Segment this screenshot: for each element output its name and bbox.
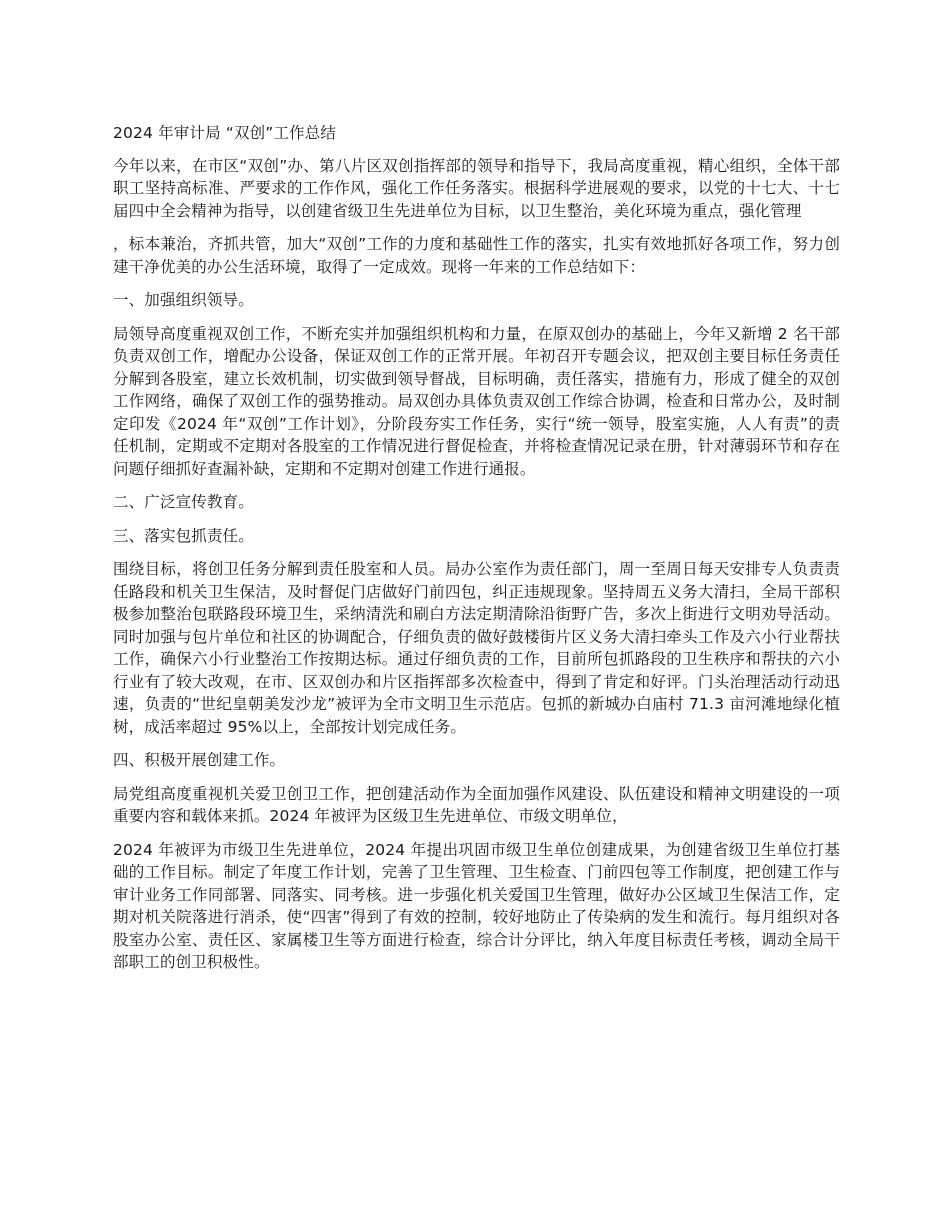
- paragraph-section-4-continued: 2024 年被评为市级卫生先进单位，2024 年提出巩固市级卫生单位创建成果，为创建省级卫生单位打基础的工作目标。制定了年度工作计划，完善了卫生管理、卫生检查、门前四包等工作制度，把创建工作与审计业务工作同部署、同落实、同考核。进一步强化机关爱国卫生管理，做好办公区域卫生保洁工作，定期对机关院落进行消杀，使“四害”得到了有效的控制，较好地防止了传染病的发生和流行。每月组织对各股室办公室、责任区、家属楼卫生等方面进行检查，综合计分评比，纳入年度目标责任考核，调动全局干部职工的创卫积极性。: [113, 840, 840, 971]
- paragraph-section-4: 局党组高度重视机关爱卫创卫工作，把创建活动作为全面加强作风建设、队伍建设和精神文明建设的一项重要内容和载体来抓。2024 年被评为区级卫生先进单位、市级文明单位，: [113, 784, 840, 825]
- document-title: 2024 年审计局 “双创”工作总结: [113, 124, 337, 142]
- section-heading-4: 四、积极开展创建工作。: [113, 751, 286, 769]
- section-heading-3: 三、落实包抓责任。: [113, 526, 254, 545]
- paragraph-intro: 今年以来，在市区“双创”办、第八片区双创指挥部的领导和指导下，我局高度重视，精心组织，全体干部职工坚持高标准、严要求的工作作风，强化工作任务落实。根据科学进展观的要求，以党的十七大、十七届四中全会精神为指导，以创建省级卫生先进单位为目标，以卫生整治，美化环境为重点，强化管理: [113, 156, 840, 220]
- document-page: [113, 122, 840, 985]
- section-heading-2: 二、广泛宣传教育。: [113, 493, 254, 511]
- paragraph-section-1: 局领导高度重视双创工作，不断充实并加强组织机构和力量，在原双创办的基础上，今年又新增 2 名干部负责双创工作，增配办公设备，保证双创工作的正常开展。年初召开专题会议，把双创主要目标任务责任分解到各股室，建立长效机制，切实做到领导督战，目标明确，责任落实，措施有力，形成了健全的双创工作网络，确保了双创工作的强势推动。局双创办具体负责双创工作综合协调，检查和日常办公，及时制定印发《2024 年“双创”工作计划》，分阶段夯实工作任务，实行“统一领导，股室实施，人人有责”的责任机制，定期或不定期对各股室的工作情况进行督促检查，并将检查情况记录在册，针对薄弱环节和存在问题仔细抓好查漏补缺，定期和不定期对创建工作进行通报。: [113, 324, 840, 478]
- paragraph-intro-continued: ，标本兼治，齐抓共管，加大“双创”工作的力度和基础性工作的落实，扎实有效地抓好各项工作，努力创建干净优美的办公生活环境，取得了一定成效。现将一年来的工作总结如下：: [113, 235, 840, 276]
- section-heading-1: 一、加强组织领导。: [113, 291, 254, 309]
- paragraph-section-3: 围绕目标，将创卫任务分解到责任股室和人员。局办公室作为责任部门，周一至周日每天安排专人负责责任路段和机关卫生保洁，及时督促门店做好门前四包，纠正违规现象。坚持周五义务大清扫，全局干部积极参加整治包联路段环境卫生，采纳清洗和刷白方法定期清除沿街野广告，多次上街进行文明劝导活动。同时加强与包片单位和社区的协调配合，仔细负责的做好鼓楼街片区义务大清扫牵头工作及六小行业帮扶工作，确保六小行业整治工作按期达标。通过仔细负责的工作，目前所包抓路段的卫生秩序和帮扶的六小行业有了较大改观，在市、区双创办和片区指挥部多次检查中，得到了肯定和好评。门头治理活动行动迅速，负责的“世纪皇朝美发沙龙”被评为全市文明卫生示范店。包抓的新城办白庙村 71.3 亩河滩地绿化植树，成活率超过 95%以上，全部按计划完成任务。: [113, 560, 840, 736]
